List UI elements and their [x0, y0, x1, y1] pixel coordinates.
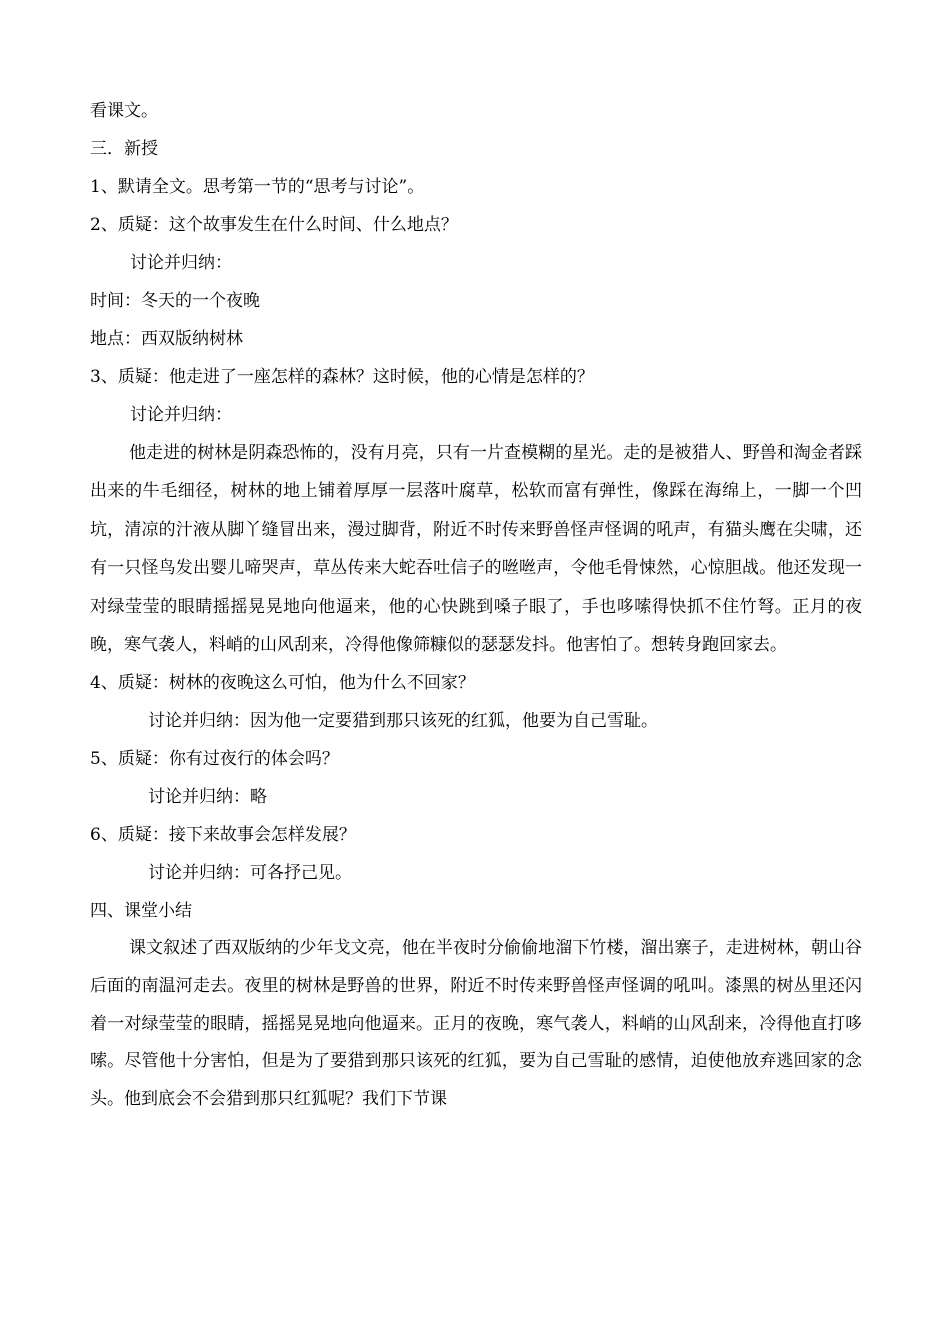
question-line: 4、质疑：树林的夜晚这么可怕，他为什么不回家？ — [90, 673, 475, 694]
question-line: 6、质疑：接下来故事会怎样发展？ — [90, 825, 356, 846]
discussion-answer: 讨论并归纳：可各抒己见。 — [148, 863, 352, 884]
section-heading-summary: 四、课堂小结 — [90, 901, 192, 922]
discussion-label: 讨论并归纳： — [130, 253, 232, 273]
discussion-answer: 讨论并归纳：因为他一定要猎到那只该死的红狐，他要为自己雪耻。 — [148, 711, 658, 732]
text-line: 1、默请全文。思考第一节的“思考与讨论”。 — [90, 177, 425, 197]
summary-paragraph: 课文叙述了西双版纳的少年戈文亮，他在半夜时分偷偷地溜下竹楼，溜出寨子，走进树林，朝山谷后面的南温河走去。夜里的树林是野兽的世界，附近不时传来野兽怪声怪调的吼叫。漆黑的树丛里还闪着一对绿莹莹的眼睛，摇摇晃晃地向他逼来。正月的夜晚，寒气袭人，料峭的山风刮来，冷得他直打哆嗦。尽管他十分害怕，但是为了要猎到那只该死的红狐，要为自己雪耻的感情，迫使他放弃逃回家的念头。他到底会不会猎到那只红狐呢？我们下节课 — [90, 938, 862, 1109]
question-line: 5、质疑：你有过夜行的体会吗？ — [90, 749, 339, 770]
section-heading-new-lesson: 三．新授 — [90, 139, 158, 159]
answer-place: 地点：西双版纳树林 — [90, 329, 243, 349]
question-line: 3、质疑：他走进了一座怎样的森林？这时候，他的心情是怎样的？ — [90, 367, 594, 387]
text-line: 看课文。 — [90, 101, 158, 121]
question-line: 2、质疑：这个故事发生在什么时间、什么地点？ — [90, 215, 458, 235]
discussion-answer: 讨论并归纳：略 — [148, 787, 267, 808]
answer-time: 时间：冬天的一个夜晚 — [90, 291, 260, 311]
document-body — [90, 92, 862, 1118]
forest-description-paragraph: 他走进的树林是阴森恐怖的，没有月亮，只有一片查模糊的星光。走的是被猎人、野兽和淘金者踩出来的牛毛细径，树林的地上铺着厚厚一层落叶腐草，松软而富有弹性，像踩在海绵上，一脚一个凹坑，清凉的汁液从脚丫缝冒出来，漫过脚背，附近不时传来野兽怪声怪调的吼声，有猫头鹰在尖啸，还有一只怪鸟发出婴儿啼哭声，草丛传来大蛇吞吐信子的咝咝声，令他毛骨悚然，心惊胆战。他还发现一对绿莹莹的眼睛摇摇晃晃地向他逼来，他的心快跳到嗓子眼了，手也哆嗦得快抓不住竹弩。正月的夜晚，寒气袭人，料峭的山风刮来，冷得他像筛糠似的瑟瑟发抖。他害怕了。想转身跑回家去。 — [90, 443, 862, 656]
discussion-label: 讨论并归纳： — [130, 405, 232, 425]
